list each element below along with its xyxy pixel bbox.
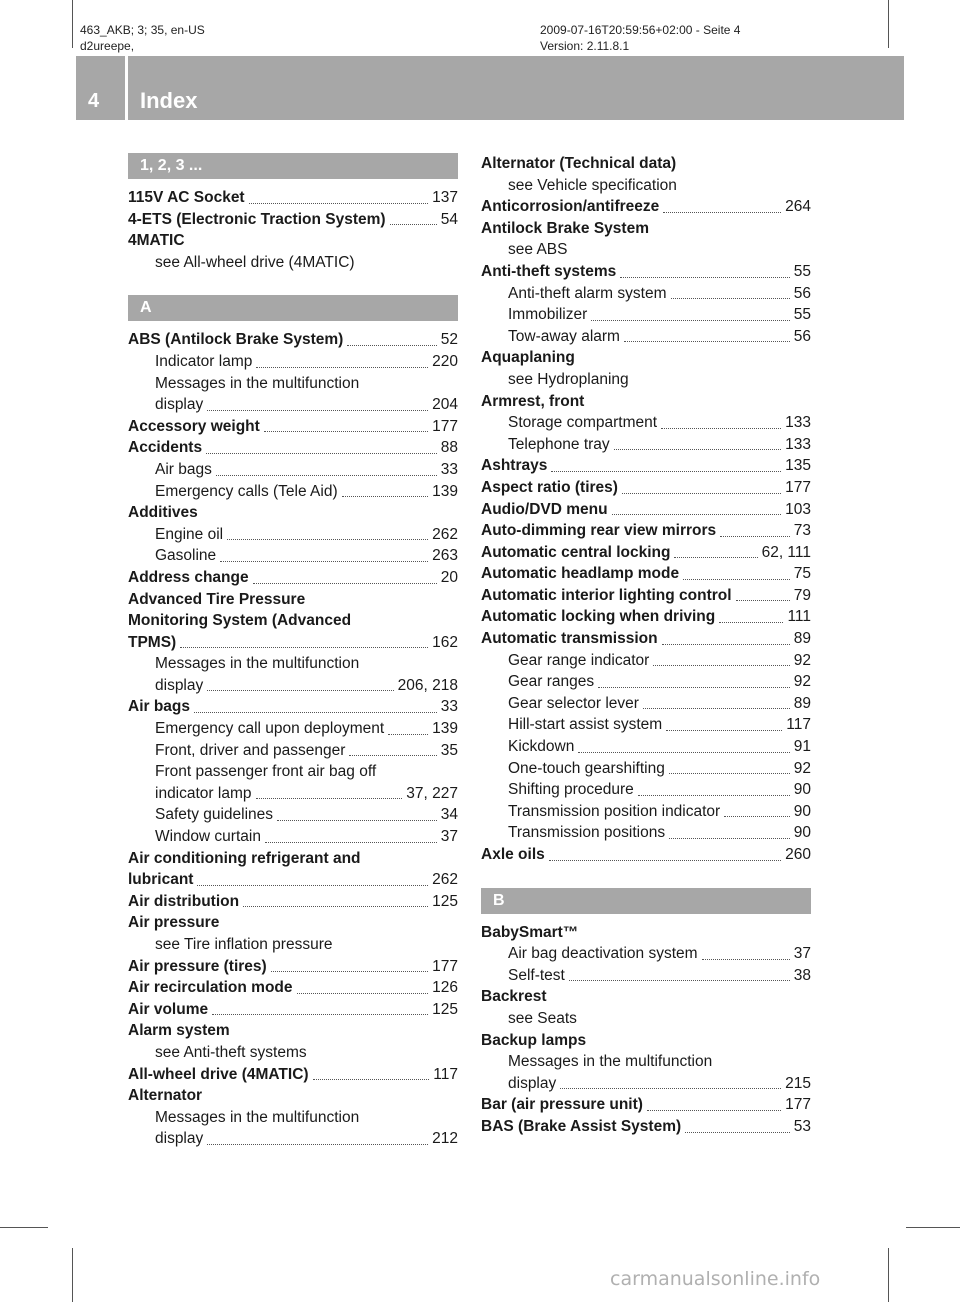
crop-mark-bottom-right-v: [888, 1248, 889, 1302]
page-reference: 206, 218: [397, 676, 458, 694]
index-term: Automatic central locking: [481, 543, 671, 561]
dot-leader: [256, 367, 428, 368]
index-subentry: [481, 434, 811, 456]
index-entry: [481, 606, 811, 628]
index-term: Air bags: [155, 460, 212, 478]
dot-leader: [662, 644, 790, 645]
index-entry: [481, 542, 811, 564]
index-entry: [128, 329, 458, 351]
crop-mark-bottom-left-h: [0, 1227, 48, 1228]
dot-leader: [243, 906, 428, 907]
index-entry: [128, 437, 458, 459]
page-number: 4: [88, 90, 100, 112]
page-reference: 139: [432, 720, 458, 738]
index-entry: Alarm system: [128, 1022, 230, 1040]
page-reference: 117: [786, 716, 811, 734]
dot-leader: [719, 622, 783, 623]
index-column-right: [481, 153, 811, 1138]
index-subentry: [128, 718, 458, 740]
print-meta-right-line2: Version: 2.11.8.1: [540, 39, 630, 53]
index-term: Front, driver and passenger: [155, 741, 346, 759]
dot-leader: [578, 752, 789, 753]
index-entry: [128, 999, 458, 1021]
dot-leader: [297, 993, 429, 994]
index-term: Bar (air pressure unit): [481, 1096, 643, 1114]
index-subentry: [128, 481, 458, 503]
page-reference: 262: [432, 525, 458, 543]
index-subentry: [481, 326, 811, 348]
page-reference: 215: [785, 1074, 811, 1092]
dot-leader: [674, 557, 757, 558]
page-reference: 56: [793, 327, 811, 345]
dot-leader: [264, 431, 428, 432]
index-entry: Antilock Brake System: [481, 219, 649, 237]
section-header: A: [128, 295, 458, 321]
dot-leader: [653, 665, 789, 666]
dot-leader: [724, 816, 790, 817]
dot-leader: [207, 1144, 428, 1145]
dot-leader: [227, 539, 428, 540]
dot-leader: [216, 475, 437, 476]
dot-leader: [560, 1088, 781, 1089]
index-term: Anti-theft alarm system: [508, 284, 667, 302]
dot-leader: [207, 690, 393, 691]
index-term: Kickdown: [508, 738, 575, 756]
index-term: Indicator lamp: [155, 352, 253, 370]
page-reference: 89: [793, 694, 811, 712]
index-term: Air bag deactivation system: [508, 945, 698, 963]
page-header-bar: [76, 56, 904, 120]
index-entry: [128, 416, 458, 438]
page-reference: 177: [432, 957, 458, 975]
index-entry: Armrest, front: [481, 392, 585, 410]
index-entry: Alternator: [128, 1087, 203, 1105]
index-term: Air distribution: [128, 892, 240, 910]
index-subentry: [128, 826, 458, 848]
index-term: Telephone tray: [508, 435, 610, 453]
index-entry: [481, 1094, 811, 1116]
index-subentry: [481, 714, 811, 736]
print-meta-left-line1: 463_AKB; 3; 35, en-US: [80, 23, 205, 37]
page-header-divider: [125, 56, 128, 120]
index-subentry: [128, 675, 458, 697]
index-term: Anticorrosion/antifreeze: [481, 198, 660, 216]
index-subentry: Messages in the multifunction: [155, 374, 360, 392]
page-reference: 135: [785, 457, 811, 475]
page-reference: 139: [432, 482, 458, 500]
index-term: Hill-start assist system: [508, 716, 663, 734]
index-term: Auto-dimming rear view mirrors: [481, 522, 717, 540]
index-subentry: [128, 783, 458, 805]
index-subentry: [481, 758, 811, 780]
index-term: Automatic headlamp mode: [481, 565, 680, 583]
index-entry: Alternator (Technical data): [481, 155, 677, 172]
page-reference: 117: [433, 1065, 458, 1083]
index-subentry: [481, 283, 811, 305]
dot-leader: [685, 1132, 790, 1133]
dot-leader: [253, 583, 437, 584]
page-reference: 212: [432, 1130, 458, 1148]
index-term: Address change: [128, 568, 249, 586]
index-entry: [481, 455, 811, 477]
index-term: Safety guidelines: [155, 806, 274, 824]
index-subentry: [128, 459, 458, 481]
section-header: B: [481, 888, 811, 914]
dot-leader: [591, 320, 790, 321]
page-reference: 177: [432, 417, 458, 435]
index-term: Emergency call upon deployment: [155, 720, 385, 738]
crop-mark-top-right: [888, 0, 889, 48]
page-reference: 35: [440, 741, 458, 759]
index-subentry: [128, 1128, 458, 1150]
dot-leader: [342, 496, 429, 497]
index-subentry: [481, 412, 811, 434]
dot-leader: [643, 708, 790, 709]
index-entry: Backrest: [481, 988, 547, 1006]
page-reference: 263: [432, 547, 458, 565]
index-entry: Advanced Tire Pressure: [128, 590, 306, 608]
index-term: Air volume: [128, 1000, 209, 1018]
index-subentry: see Vehicle specification: [508, 176, 677, 194]
index-term: Gasoline: [155, 547, 217, 565]
dot-leader: [207, 410, 428, 411]
index-subentry: [481, 304, 811, 326]
index-entry: [481, 628, 811, 650]
index-entry: [128, 632, 458, 654]
page-reference: 55: [793, 306, 811, 324]
dot-leader: [194, 712, 437, 713]
print-meta-left: [80, 22, 205, 54]
index-entry: [128, 956, 458, 978]
dot-leader: [197, 885, 428, 886]
section-header: 1, 2, 3 ...: [128, 153, 458, 179]
page-reference: 73: [793, 522, 811, 540]
index-entry: Air conditioning refrigerant and: [128, 849, 361, 867]
page-reference: 133: [785, 414, 811, 432]
page-reference: 89: [793, 630, 811, 648]
index-column-left: [128, 153, 458, 1150]
index-entry: Additives: [128, 504, 198, 522]
index-subentry: see Hydroplaning: [508, 370, 629, 388]
page-reference: 260: [785, 846, 811, 863]
index-term: Immobilizer: [508, 306, 588, 324]
page-reference: 90: [793, 781, 811, 799]
page-reference: 177: [785, 1096, 811, 1114]
page-reference: 90: [793, 802, 811, 820]
index-subentry: Messages in the multifunction: [155, 655, 360, 673]
dot-leader: [256, 798, 403, 799]
index-term: Gear range indicator: [508, 651, 650, 669]
index-subentry: [481, 779, 811, 801]
dot-leader: [598, 687, 790, 688]
index-term: Ashtrays: [481, 457, 548, 475]
dot-leader: [349, 755, 436, 756]
page-reference: 37: [793, 945, 811, 963]
index-subentry: [128, 524, 458, 546]
index-term: Window curtain: [155, 828, 261, 846]
index-entry: [128, 869, 458, 891]
page-reference: 79: [793, 586, 811, 604]
dot-leader: [212, 1014, 428, 1015]
index-term: Emergency calls (Tele Aid): [155, 482, 338, 500]
page-reference: 111: [787, 608, 811, 626]
page-reference: 125: [432, 1000, 458, 1018]
index-term: Automatic locking when driving: [481, 608, 716, 626]
index-entry: [481, 261, 811, 283]
page-reference: 162: [432, 633, 458, 651]
page-reference: 204: [432, 396, 458, 414]
index-entry: [128, 977, 458, 999]
page-reference: 91: [793, 738, 811, 756]
page-reference: 52: [440, 331, 458, 349]
index-term: Shifting procedure: [508, 781, 634, 799]
dot-leader: [620, 277, 790, 278]
dot-leader: [549, 860, 781, 861]
index-entry: Monitoring System (Advanced: [128, 612, 352, 630]
index-term: lubricant: [128, 871, 194, 889]
dot-leader: [720, 536, 790, 537]
index-entry: [128, 891, 458, 913]
page-reference: 75: [793, 565, 811, 583]
index-term: Air pressure (tires): [128, 957, 267, 975]
index-subentry: Front passenger front air bag off: [155, 763, 377, 781]
index-entry: [128, 696, 458, 718]
page-reference: 92: [793, 673, 811, 691]
crop-mark-bottom-right-h: [906, 1227, 960, 1228]
index-term: Engine oil: [155, 525, 224, 543]
index-term: Transmission positions: [508, 824, 666, 842]
dot-leader: [390, 224, 437, 225]
index-term: Aspect ratio (tires): [481, 478, 618, 496]
page-reference: 126: [432, 979, 458, 997]
index-subentry: [481, 671, 811, 693]
index-term: Anti-theft systems: [481, 262, 617, 280]
index-subentry: [128, 804, 458, 826]
page-reference: 262: [432, 871, 458, 889]
index-subentry: Messages in the multifunction: [508, 1053, 713, 1071]
page-reference: 220: [432, 352, 458, 370]
index-subentry: see ABS: [508, 241, 568, 259]
index-term: BAS (Brake Assist System): [481, 1117, 682, 1135]
dot-leader: [347, 345, 436, 346]
index-term: Axle oils: [481, 846, 545, 863]
page-reference: 92: [793, 651, 811, 669]
dot-leader: [661, 428, 781, 429]
crop-mark-top-left: [72, 0, 73, 48]
index-entry: [481, 196, 811, 218]
index-subentry: [481, 1073, 811, 1095]
dot-leader: [624, 341, 790, 342]
dot-leader: [206, 453, 437, 454]
dot-leader: [249, 203, 429, 204]
index-subentry: see Seats: [508, 1009, 577, 1027]
index-term: Automatic transmission: [481, 630, 658, 648]
index-term: display: [155, 396, 204, 414]
dot-leader: [647, 1110, 781, 1111]
page-reference: 125: [432, 892, 458, 910]
index-subentry: [128, 740, 458, 762]
index-subentry: [481, 943, 811, 965]
dot-leader: [702, 959, 790, 960]
dot-leader: [277, 820, 437, 821]
dot-leader: [180, 647, 428, 648]
index-term: 115V AC Socket: [128, 189, 245, 206]
index-term: TPMS): [128, 633, 177, 651]
index-term: Accessory weight: [128, 417, 260, 435]
index-subentry: [481, 965, 811, 987]
dot-leader: [388, 734, 428, 735]
index-entry: [481, 585, 811, 607]
index-term: Tow-away alarm: [508, 327, 620, 345]
dot-leader: [265, 842, 437, 843]
index-subentry: [128, 351, 458, 373]
index-term: Storage compartment: [508, 414, 658, 432]
index-entry: [128, 567, 458, 589]
dot-leader: [736, 600, 790, 601]
index-entry: 4MATIC: [128, 232, 185, 250]
index-entry: Aquaplaning: [481, 349, 575, 367]
page-reference: 92: [793, 759, 811, 777]
page-reference: 20: [440, 568, 458, 586]
index-term: Self-test: [508, 966, 565, 984]
index-term: One-touch gearshifting: [508, 759, 665, 777]
index-term: Automatic interior lighting control: [481, 586, 732, 604]
page-reference: 53: [793, 1117, 811, 1135]
print-meta-right: [540, 22, 740, 54]
index-entry: BabySmart™: [481, 923, 579, 941]
index-term: Gear ranges: [508, 673, 595, 691]
page-reference: 88: [440, 439, 458, 457]
index-term: Air bags: [128, 698, 191, 716]
index-entry: [481, 499, 811, 521]
page-reference: 90: [793, 824, 811, 842]
index-subentry: [481, 801, 811, 823]
watermark-text: carmanualsonline.info: [610, 1268, 821, 1290]
dot-leader: [638, 795, 790, 796]
dot-leader: [313, 1079, 430, 1080]
dot-leader: [666, 730, 782, 731]
index-subentry: [481, 736, 811, 758]
index-term: Transmission position indicator: [508, 802, 721, 820]
dot-leader: [683, 579, 790, 580]
index-subentry: see Tire inflation pressure: [155, 936, 333, 953]
dot-leader: [220, 561, 428, 562]
page-reference: 33: [440, 698, 458, 716]
index-term: Gear selector lever: [508, 694, 639, 712]
index-entry: Backup lamps: [481, 1031, 587, 1049]
dot-leader: [671, 298, 790, 299]
index-term: display: [155, 1130, 204, 1148]
crop-mark-bottom-left-v: [72, 1248, 73, 1302]
page-reference: 137: [432, 189, 458, 206]
index-subentry: [481, 693, 811, 715]
page-reference: 54: [440, 210, 458, 228]
index-subentry: [128, 394, 458, 416]
index-term: Air recirculation mode: [128, 979, 293, 997]
index-subentry: [481, 822, 811, 844]
print-meta-right-line1: 2009-07-16T20:59:56+02:00 - Seite 4: [540, 23, 741, 37]
page-reference: 56: [793, 284, 811, 302]
page-reference: 37: [440, 828, 458, 846]
dot-leader: [663, 212, 781, 213]
dot-leader: [271, 971, 428, 972]
index-subentry: Messages in the multifunction: [155, 1108, 360, 1126]
print-meta-left-line2: d2ureepe,: [80, 39, 135, 53]
dot-leader: [569, 980, 790, 981]
index-term: Accidents: [128, 439, 203, 457]
index-subentry: see All-wheel drive (4MATIC): [155, 253, 355, 271]
index-entry: [128, 187, 458, 209]
page-title: Index: [140, 88, 198, 113]
page-reference: 33: [440, 460, 458, 478]
page-reference: 177: [785, 478, 811, 496]
dot-leader: [614, 449, 781, 450]
index-term: 4-ETS (Electronic Traction System): [128, 210, 386, 228]
index-entry: [481, 477, 811, 499]
page-reference: 62, 111: [761, 543, 811, 561]
index-term: indicator lamp: [155, 784, 252, 802]
dot-leader: [612, 514, 782, 515]
index-entry: [481, 1116, 811, 1138]
index-subentry: [128, 545, 458, 567]
index-entry: [128, 209, 458, 231]
page-reference: 38: [793, 966, 811, 984]
index-entry: [481, 520, 811, 542]
dot-leader: [669, 838, 790, 839]
index-entry: [481, 563, 811, 585]
index-term: display: [508, 1074, 557, 1092]
page-reference: 37, 227: [406, 784, 458, 802]
index-entry: Air pressure: [128, 914, 220, 932]
dot-leader: [551, 471, 781, 472]
index-subentry: see Anti-theft systems: [155, 1043, 307, 1061]
dot-leader: [669, 773, 790, 774]
dot-leader: [622, 493, 781, 494]
index-subentry: [481, 650, 811, 672]
page-reference: 133: [785, 435, 811, 453]
index-term: All-wheel drive (4MATIC): [128, 1065, 309, 1083]
index-term: display: [155, 676, 204, 694]
index-term: Audio/DVD menu: [481, 500, 608, 518]
page-reference: 34: [440, 806, 458, 824]
page-reference: 264: [785, 198, 811, 216]
index-entry: [128, 1064, 458, 1086]
page-reference: 55: [793, 262, 811, 280]
page-reference: 103: [785, 500, 811, 518]
index-term: ABS (Antilock Brake System): [128, 331, 344, 349]
index-entry: [481, 844, 811, 866]
